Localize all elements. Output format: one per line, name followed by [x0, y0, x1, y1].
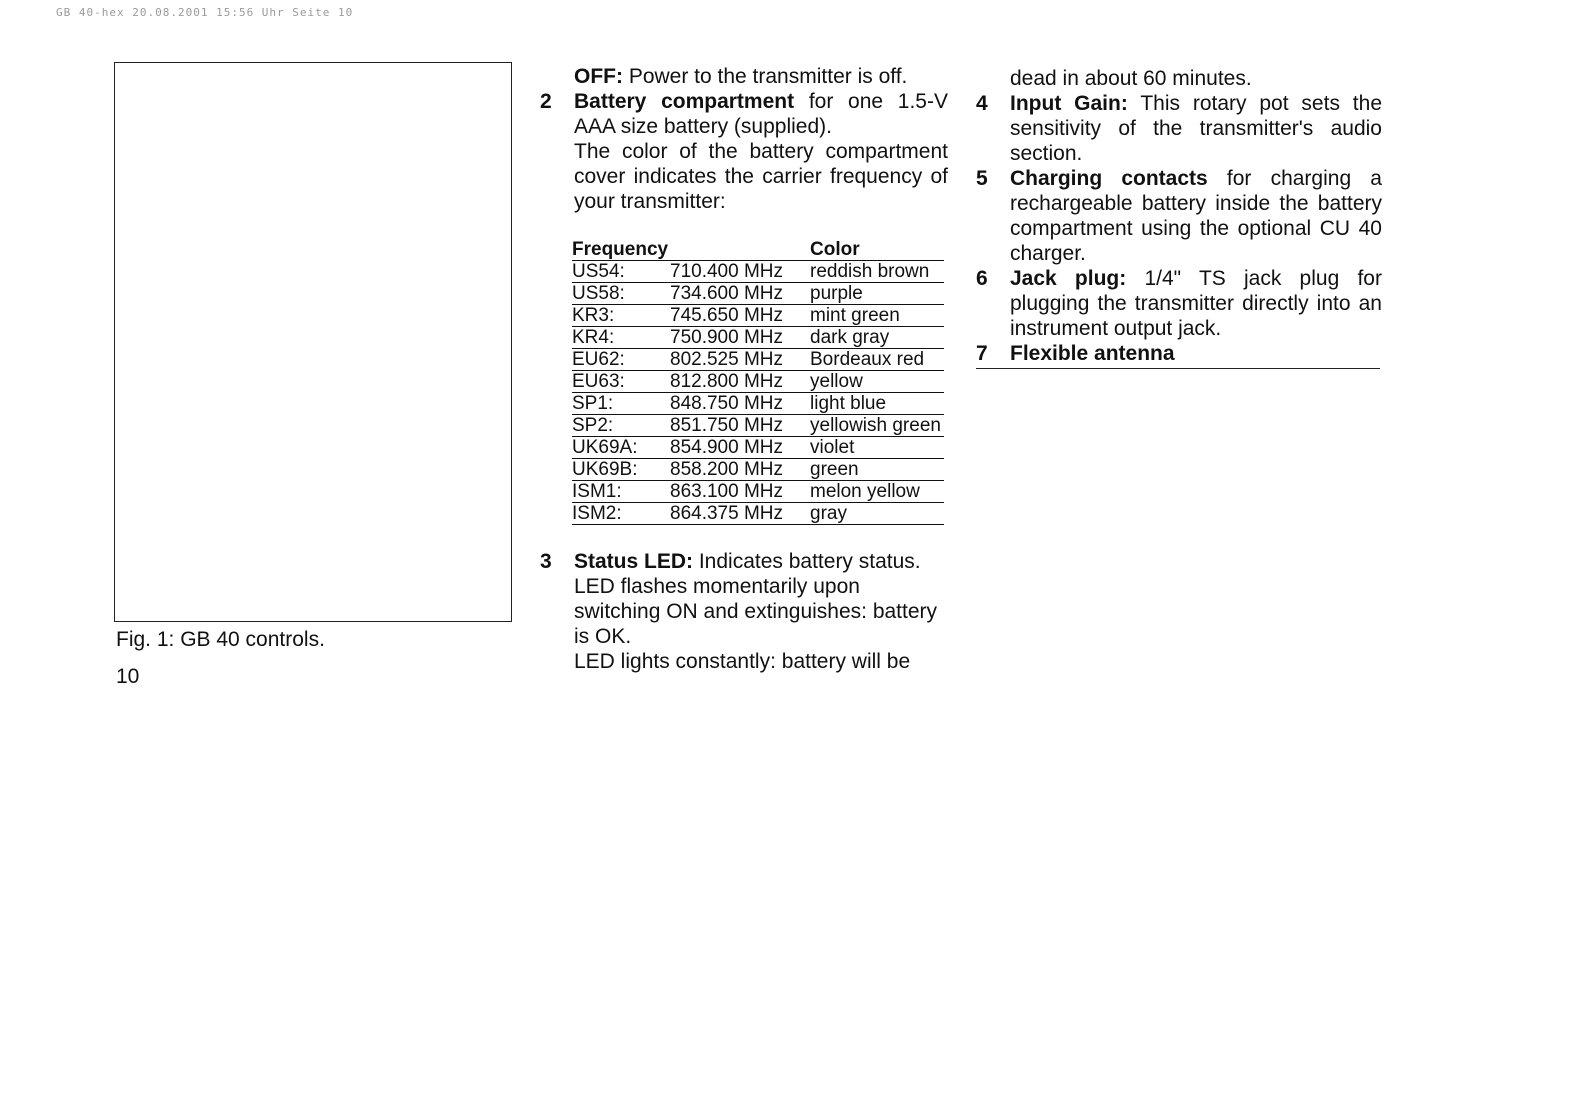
cell-frequency: 848.750 MHz: [670, 393, 810, 415]
table-row: [572, 327, 944, 349]
item-text: [1010, 166, 1382, 266]
off-text: Power to the transmitter is off.: [622, 65, 908, 88]
table-row: [572, 415, 944, 437]
cell-frequency: 854.900 MHz: [670, 437, 810, 459]
item-input-gain: [976, 91, 1382, 166]
item-lead: Charging contacts: [1010, 167, 1208, 190]
item-description: This rotary pot sets the sensitivity of the transmitter's audio section.: [1010, 92, 1382, 165]
table-row: [572, 393, 944, 415]
table-row: [572, 349, 944, 371]
item-lead: Input Gain:: [1010, 92, 1128, 115]
led-constant-note: LED lights constantly: battery will be: [574, 650, 911, 673]
item-description: Indicates battery status.: [693, 550, 921, 573]
item-text: [1010, 341, 1382, 366]
table-row: [572, 437, 944, 459]
cell-channel: ISM1:: [572, 481, 670, 503]
cell-frequency: 802.525 MHz: [670, 349, 810, 371]
cell-channel: SP2:: [572, 415, 670, 437]
cell-channel: KR3:: [572, 305, 670, 327]
cell-color: yellow: [810, 371, 944, 393]
cell-color: reddish brown: [810, 261, 944, 283]
item-number: 6: [976, 267, 988, 290]
item-number: 2: [540, 90, 552, 113]
scan-header-stamp: GB 40-hex 20.08.2001 15:56 Uhr Seite 10: [56, 6, 354, 19]
item-lead: Status LED:: [574, 550, 694, 573]
item-text: [1010, 266, 1382, 341]
page-number: 10: [116, 665, 140, 688]
column-header-frequency: Frequency: [572, 239, 669, 260]
item-description: for charging a rechargeable battery inside the battery compartment using the optional CU 40 charger.: [1010, 167, 1382, 265]
table-row: [572, 283, 944, 305]
cell-color: gray: [810, 503, 944, 525]
table-row: [572, 503, 944, 525]
cell-channel: SP1:: [572, 393, 670, 415]
cell-frequency: 858.200 MHz: [670, 459, 810, 481]
cell-color: yellowish green: [810, 415, 944, 437]
item-flexible-antenna: [976, 341, 1382, 366]
cell-channel: EU63:: [572, 371, 670, 393]
column-header-color: Color: [810, 238, 944, 261]
table-row: [572, 481, 944, 503]
item-text: [574, 89, 948, 139]
cell-channel: UK69B:: [572, 459, 670, 481]
item-charging-contacts: [976, 166, 1382, 266]
item-number: 3: [540, 550, 552, 573]
item-jack-plug: [976, 266, 1382, 341]
cell-color: dark gray: [810, 327, 944, 349]
table-row: [572, 261, 944, 283]
continued-text: dead in about 60 minutes.: [1010, 67, 1252, 90]
column-header-spacer: [670, 238, 810, 261]
item-description: 1/4" TS jack plug for plugging the transmitter directly into an instrument output jack.: [1010, 267, 1382, 340]
cell-channel: US58:: [572, 283, 670, 305]
cell-channel: UK69A:: [572, 437, 670, 459]
item-number: 4: [976, 92, 988, 115]
item-description: for one 1.5-V AAA size battery (supplied).: [574, 90, 948, 138]
cell-channel: EU62:: [572, 349, 670, 371]
section-rule: [976, 368, 1380, 369]
item-text: [574, 549, 948, 574]
cell-color: green: [810, 459, 944, 481]
battery-color-note: The color of the battery compartment cover indicates the carrier frequency of your transmitter:: [574, 140, 948, 213]
table-row: [572, 459, 944, 481]
frequency-color-table: [572, 238, 944, 525]
item-number: 5: [976, 167, 988, 190]
cell-color: Bordeaux red: [810, 349, 944, 371]
table-header-row: [572, 238, 944, 261]
cell-color: purple: [810, 283, 944, 305]
table-row: [572, 371, 944, 393]
cell-frequency: 864.375 MHz: [670, 503, 810, 525]
item-status-led: [540, 549, 948, 674]
cell-color: mint green: [810, 305, 944, 327]
figure-placeholder: [114, 62, 512, 622]
cell-frequency: 863.100 MHz: [670, 481, 810, 503]
cell-color: light blue: [810, 393, 944, 415]
cell-color: melon yellow: [810, 481, 944, 503]
cell-frequency: 750.900 MHz: [670, 327, 810, 349]
table-row: [572, 305, 944, 327]
cell-frequency: 812.800 MHz: [670, 371, 810, 393]
cell-frequency: 710.400 MHz: [670, 261, 810, 283]
off-label: OFF:: [574, 65, 623, 88]
item-lead: Battery compartment: [574, 90, 795, 113]
middle-column: [540, 64, 948, 674]
led-flash-note: LED flashes momentarily upon switching ON and extinguishes: battery is OK.: [574, 575, 938, 648]
item-text: [1010, 91, 1382, 166]
cell-channel: ISM2:: [572, 503, 670, 525]
cell-channel: KR4:: [572, 327, 670, 349]
cell-color: violet: [810, 437, 944, 459]
right-column: [976, 66, 1382, 369]
off-line: [540, 64, 948, 89]
cell-frequency: 734.600 MHz: [670, 283, 810, 305]
table-body: [572, 261, 944, 525]
item-battery-compartment: [540, 89, 948, 214]
item-lead: Flexible antenna: [1010, 342, 1175, 365]
item-number: 7: [976, 342, 988, 365]
cell-frequency: 745.650 MHz: [670, 305, 810, 327]
figure-caption: Fig. 1: GB 40 controls.: [116, 628, 325, 651]
item-lead: Jack plug:: [1010, 267, 1127, 290]
cell-channel: US54:: [572, 261, 670, 283]
cell-frequency: 851.750 MHz: [670, 415, 810, 437]
